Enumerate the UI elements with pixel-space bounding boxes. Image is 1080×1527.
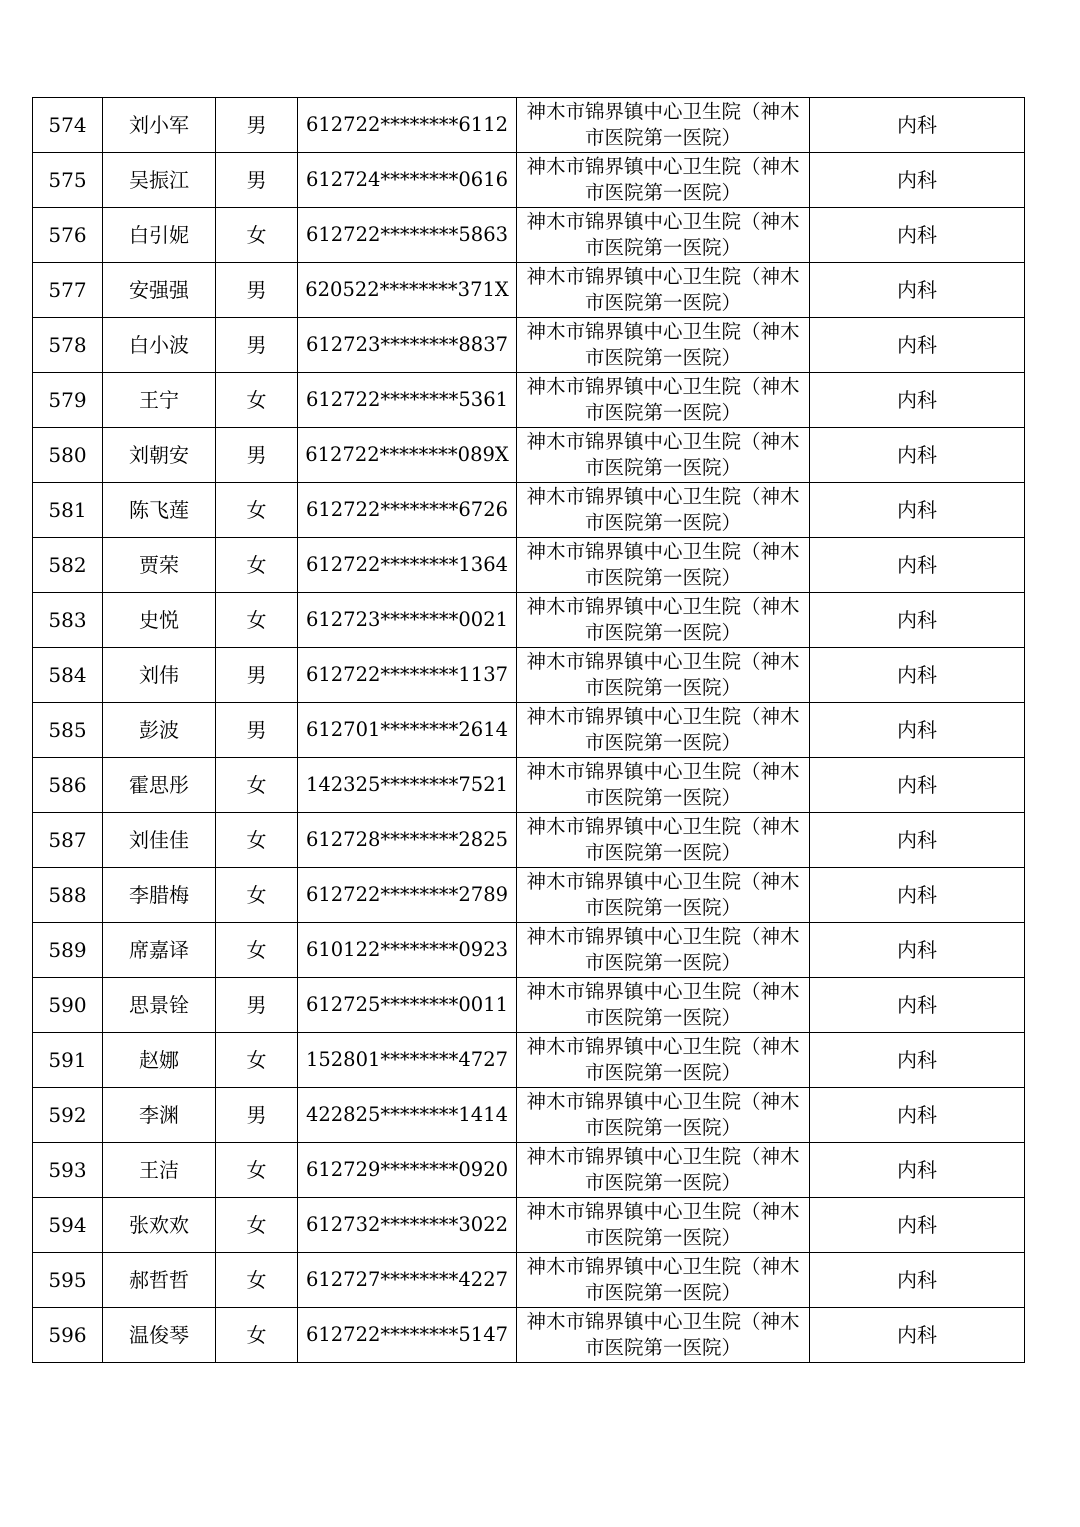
id-number-cell: 620522********371X <box>298 263 517 318</box>
name-cell: 温俊琴 <box>103 1308 216 1363</box>
gender-cell: 男 <box>216 1088 298 1143</box>
department-cell: 内科 <box>810 263 1025 318</box>
organization-cell: 神木市锦界镇中心卫生院（神木市医院第一医院） <box>517 593 810 648</box>
table-row <box>33 1308 1025 1363</box>
organization-cell: 神木市锦界镇中心卫生院（神木市医院第一医院） <box>517 813 810 868</box>
table-row <box>33 208 1025 263</box>
department-cell: 内科 <box>810 1143 1025 1198</box>
department-cell: 内科 <box>810 1088 1025 1143</box>
department-cell: 内科 <box>810 153 1025 208</box>
department-cell: 内科 <box>810 758 1025 813</box>
gender-cell: 男 <box>216 318 298 373</box>
name-cell: 刘小军 <box>103 98 216 153</box>
name-cell: 史悦 <box>103 593 216 648</box>
department-cell: 内科 <box>810 923 1025 978</box>
serial-number-cell: 589 <box>33 923 103 978</box>
name-cell: 王宁 <box>103 373 216 428</box>
serial-number-cell: 582 <box>33 538 103 593</box>
name-cell: 张欢欢 <box>103 1198 216 1253</box>
table-row <box>33 98 1025 153</box>
id-number-cell: 612725********0011 <box>298 978 517 1033</box>
name-cell: 贾荣 <box>103 538 216 593</box>
organization-cell: 神木市锦界镇中心卫生院（神木市医院第一医院） <box>517 208 810 263</box>
table-row <box>33 868 1025 923</box>
gender-cell: 女 <box>216 373 298 428</box>
serial-number-cell: 581 <box>33 483 103 538</box>
name-cell: 思景铨 <box>103 978 216 1033</box>
gender-cell: 女 <box>216 758 298 813</box>
id-number-cell: 612723********8837 <box>298 318 517 373</box>
name-cell: 陈飞莲 <box>103 483 216 538</box>
department-cell: 内科 <box>810 318 1025 373</box>
table-row <box>33 373 1025 428</box>
serial-number-cell: 574 <box>33 98 103 153</box>
organization-cell: 神木市锦界镇中心卫生院（神木市医院第一医院） <box>517 373 810 428</box>
id-number-cell: 612722********1137 <box>298 648 517 703</box>
gender-cell: 男 <box>216 703 298 758</box>
organization-cell: 神木市锦界镇中心卫生院（神木市医院第一医院） <box>517 978 810 1033</box>
table-row <box>33 538 1025 593</box>
table-row <box>33 1033 1025 1088</box>
id-number-cell: 612722********2789 <box>298 868 517 923</box>
serial-number-cell: 584 <box>33 648 103 703</box>
department-cell: 内科 <box>810 813 1025 868</box>
table-row <box>33 483 1025 538</box>
serial-number-cell: 586 <box>33 758 103 813</box>
serial-number-cell: 596 <box>33 1308 103 1363</box>
department-cell: 内科 <box>810 538 1025 593</box>
id-number-cell: 142325********7521 <box>298 758 517 813</box>
serial-number-cell: 577 <box>33 263 103 318</box>
gender-cell: 女 <box>216 483 298 538</box>
organization-cell: 神木市锦界镇中心卫生院（神木市医院第一医院） <box>517 703 810 758</box>
name-cell: 霍思彤 <box>103 758 216 813</box>
table-row <box>33 318 1025 373</box>
id-number-cell: 612722********089X <box>298 428 517 483</box>
id-number-cell: 612729********0920 <box>298 1143 517 1198</box>
table-row <box>33 153 1025 208</box>
id-number-cell: 612701********2614 <box>298 703 517 758</box>
id-number-cell: 612722********6112 <box>298 98 517 153</box>
table-row <box>33 1143 1025 1198</box>
gender-cell: 男 <box>216 428 298 483</box>
department-cell: 内科 <box>810 978 1025 1033</box>
id-number-cell: 612722********6726 <box>298 483 517 538</box>
name-cell: 王洁 <box>103 1143 216 1198</box>
department-cell: 内科 <box>810 483 1025 538</box>
table-row <box>33 1198 1025 1253</box>
serial-number-cell: 580 <box>33 428 103 483</box>
organization-cell: 神木市锦界镇中心卫生院（神木市医院第一医院） <box>517 318 810 373</box>
table-row <box>33 813 1025 868</box>
roster-body <box>33 98 1025 1363</box>
table-row <box>33 923 1025 978</box>
serial-number-cell: 595 <box>33 1253 103 1308</box>
serial-number-cell: 594 <box>33 1198 103 1253</box>
gender-cell: 女 <box>216 1198 298 1253</box>
table-row <box>33 428 1025 483</box>
organization-cell: 神木市锦界镇中心卫生院（神木市医院第一医院） <box>517 1143 810 1198</box>
department-cell: 内科 <box>810 1198 1025 1253</box>
name-cell: 李渊 <box>103 1088 216 1143</box>
serial-number-cell: 590 <box>33 978 103 1033</box>
department-cell: 内科 <box>810 373 1025 428</box>
id-number-cell: 612732********3022 <box>298 1198 517 1253</box>
table-row <box>33 1253 1025 1308</box>
department-cell: 内科 <box>810 593 1025 648</box>
organization-cell: 神木市锦界镇中心卫生院（神木市医院第一医院） <box>517 538 810 593</box>
id-number-cell: 610122********0923 <box>298 923 517 978</box>
table-row <box>33 263 1025 318</box>
table-row <box>33 593 1025 648</box>
gender-cell: 女 <box>216 923 298 978</box>
organization-cell: 神木市锦界镇中心卫生院（神木市医院第一医院） <box>517 483 810 538</box>
organization-cell: 神木市锦界镇中心卫生院（神木市医院第一医院） <box>517 758 810 813</box>
id-number-cell: 152801********4727 <box>298 1033 517 1088</box>
table-row <box>33 978 1025 1033</box>
gender-cell: 女 <box>216 593 298 648</box>
organization-cell: 神木市锦界镇中心卫生院（神木市医院第一医院） <box>517 1308 810 1363</box>
serial-number-cell: 592 <box>33 1088 103 1143</box>
serial-number-cell: 588 <box>33 868 103 923</box>
department-cell: 内科 <box>810 98 1025 153</box>
organization-cell: 神木市锦界镇中心卫生院（神木市医院第一医院） <box>517 263 810 318</box>
id-number-cell: 422825********1414 <box>298 1088 517 1143</box>
gender-cell: 女 <box>216 813 298 868</box>
organization-cell: 神木市锦界镇中心卫生院（神木市医院第一医院） <box>517 648 810 703</box>
serial-number-cell: 587 <box>33 813 103 868</box>
id-number-cell: 612722********5361 <box>298 373 517 428</box>
organization-cell: 神木市锦界镇中心卫生院（神木市医院第一医院） <box>517 923 810 978</box>
id-number-cell: 612722********5863 <box>298 208 517 263</box>
gender-cell: 女 <box>216 1143 298 1198</box>
name-cell: 赵娜 <box>103 1033 216 1088</box>
gender-cell: 男 <box>216 978 298 1033</box>
serial-number-cell: 575 <box>33 153 103 208</box>
name-cell: 刘佳佳 <box>103 813 216 868</box>
organization-cell: 神木市锦界镇中心卫生院（神木市医院第一医院） <box>517 153 810 208</box>
table-row <box>33 703 1025 758</box>
serial-number-cell: 578 <box>33 318 103 373</box>
name-cell: 彭波 <box>103 703 216 758</box>
organization-cell: 神木市锦界镇中心卫生院（神木市医院第一医院） <box>517 1033 810 1088</box>
organization-cell: 神木市锦界镇中心卫生院（神木市医院第一医院） <box>517 1198 810 1253</box>
id-number-cell: 612728********2825 <box>298 813 517 868</box>
gender-cell: 女 <box>216 1033 298 1088</box>
gender-cell: 女 <box>216 1308 298 1363</box>
name-cell: 刘朝安 <box>103 428 216 483</box>
department-cell: 内科 <box>810 703 1025 758</box>
department-cell: 内科 <box>810 648 1025 703</box>
organization-cell: 神木市锦界镇中心卫生院（神木市医院第一医院） <box>517 428 810 483</box>
department-cell: 内科 <box>810 868 1025 923</box>
name-cell: 刘伟 <box>103 648 216 703</box>
gender-cell: 女 <box>216 1253 298 1308</box>
id-number-cell: 612727********4227 <box>298 1253 517 1308</box>
table-row <box>33 1088 1025 1143</box>
id-number-cell: 612722********1364 <box>298 538 517 593</box>
department-cell: 内科 <box>810 1308 1025 1363</box>
organization-cell: 神木市锦界镇中心卫生院（神木市医院第一医院） <box>517 1088 810 1143</box>
gender-cell: 男 <box>216 648 298 703</box>
id-number-cell: 612723********0021 <box>298 593 517 648</box>
name-cell: 白小波 <box>103 318 216 373</box>
id-number-cell: 612722********5147 <box>298 1308 517 1363</box>
gender-cell: 女 <box>216 208 298 263</box>
name-cell: 李腊梅 <box>103 868 216 923</box>
id-number-cell: 612724********0616 <box>298 153 517 208</box>
gender-cell: 男 <box>216 98 298 153</box>
name-cell: 郝哲哲 <box>103 1253 216 1308</box>
gender-cell: 男 <box>216 153 298 208</box>
roster-table <box>32 97 1025 1363</box>
table-row <box>33 648 1025 703</box>
organization-cell: 神木市锦界镇中心卫生院（神木市医院第一医院） <box>517 98 810 153</box>
gender-cell: 女 <box>216 868 298 923</box>
table-row <box>33 758 1025 813</box>
gender-cell: 男 <box>216 263 298 318</box>
name-cell: 安强强 <box>103 263 216 318</box>
name-cell: 席嘉译 <box>103 923 216 978</box>
serial-number-cell: 576 <box>33 208 103 263</box>
serial-number-cell: 579 <box>33 373 103 428</box>
serial-number-cell: 583 <box>33 593 103 648</box>
serial-number-cell: 591 <box>33 1033 103 1088</box>
department-cell: 内科 <box>810 208 1025 263</box>
organization-cell: 神木市锦界镇中心卫生院（神木市医院第一医院） <box>517 1253 810 1308</box>
gender-cell: 女 <box>216 538 298 593</box>
serial-number-cell: 593 <box>33 1143 103 1198</box>
organization-cell: 神木市锦界镇中心卫生院（神木市医院第一医院） <box>517 868 810 923</box>
department-cell: 内科 <box>810 1253 1025 1308</box>
name-cell: 吴振江 <box>103 153 216 208</box>
department-cell: 内科 <box>810 1033 1025 1088</box>
name-cell: 白引妮 <box>103 208 216 263</box>
department-cell: 内科 <box>810 428 1025 483</box>
serial-number-cell: 585 <box>33 703 103 758</box>
